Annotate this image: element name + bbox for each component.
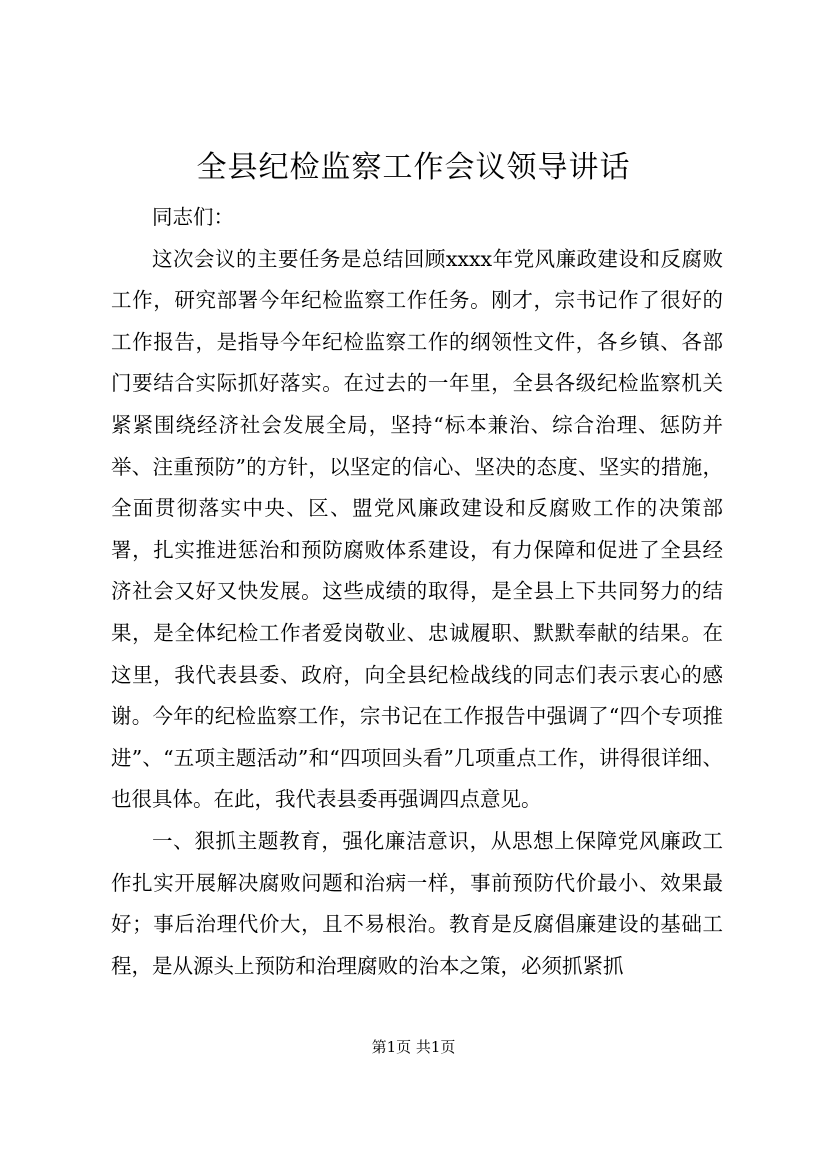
document-title: 全县纪检监察工作会议领导讲话 bbox=[196, 150, 631, 185]
salutation-paragraph: 同志们： bbox=[152, 205, 234, 229]
body-paragraph: 一、狠抓主题教育，强化廉洁意识，从思想上保障党风廉政工作扎实开展解决腐败问题和治病一样，事前预防代价最小、效果最好；事后治理代价大，且不易根治。教育是反腐倡廉建设的基础工程，是从源头上预防和治理腐败的治本之策，必须抓紧抓 bbox=[111, 828, 723, 978]
document-body bbox=[111, 197, 723, 987]
body-paragraph: 这次会议的主要任务是总结回顾xxxx年党风廉政建设和反腐败工作，研究部署今年纪检监察工作任务。刚才，宗书记作了很好的工作报告，是指导今年纪检监察工作的纲领性文件，各乡镇、各部门要结合实际抓好落实。在过去的一年里，全县各级纪检监察机关紧紧围绕经济社会发展全局，坚持“标本兼治、综合治理、惩防并举、注重预防”的方针，以坚定的信心、坚决的态度、坚实的措施，全面贯彻落实中央、区、盟党风廉政建设和反腐败工作的决策部署，扎实推进惩治和预防腐败体系建设，有力保障和促进了全县经济社会又好又快发展。这些成绩的取得，是全县上下共同努力的结果，是全体纪检工作者爱岗敬业、忠诚履职、默默奉献的结果。在这里，我代表县委、政府，向全县纪检战线的同志们表示衷心的感谢。今年的纪检监察工作，宗书记在工作报告中强调了“四个专项推进”、“五项主题活动”和“四项回头看”几项重点工作，讲得很详细、也很具体。在此，我代表县委再强调四点意见。 bbox=[111, 246, 723, 812]
page-footer: 第1页 共1页 bbox=[371, 1038, 456, 1056]
